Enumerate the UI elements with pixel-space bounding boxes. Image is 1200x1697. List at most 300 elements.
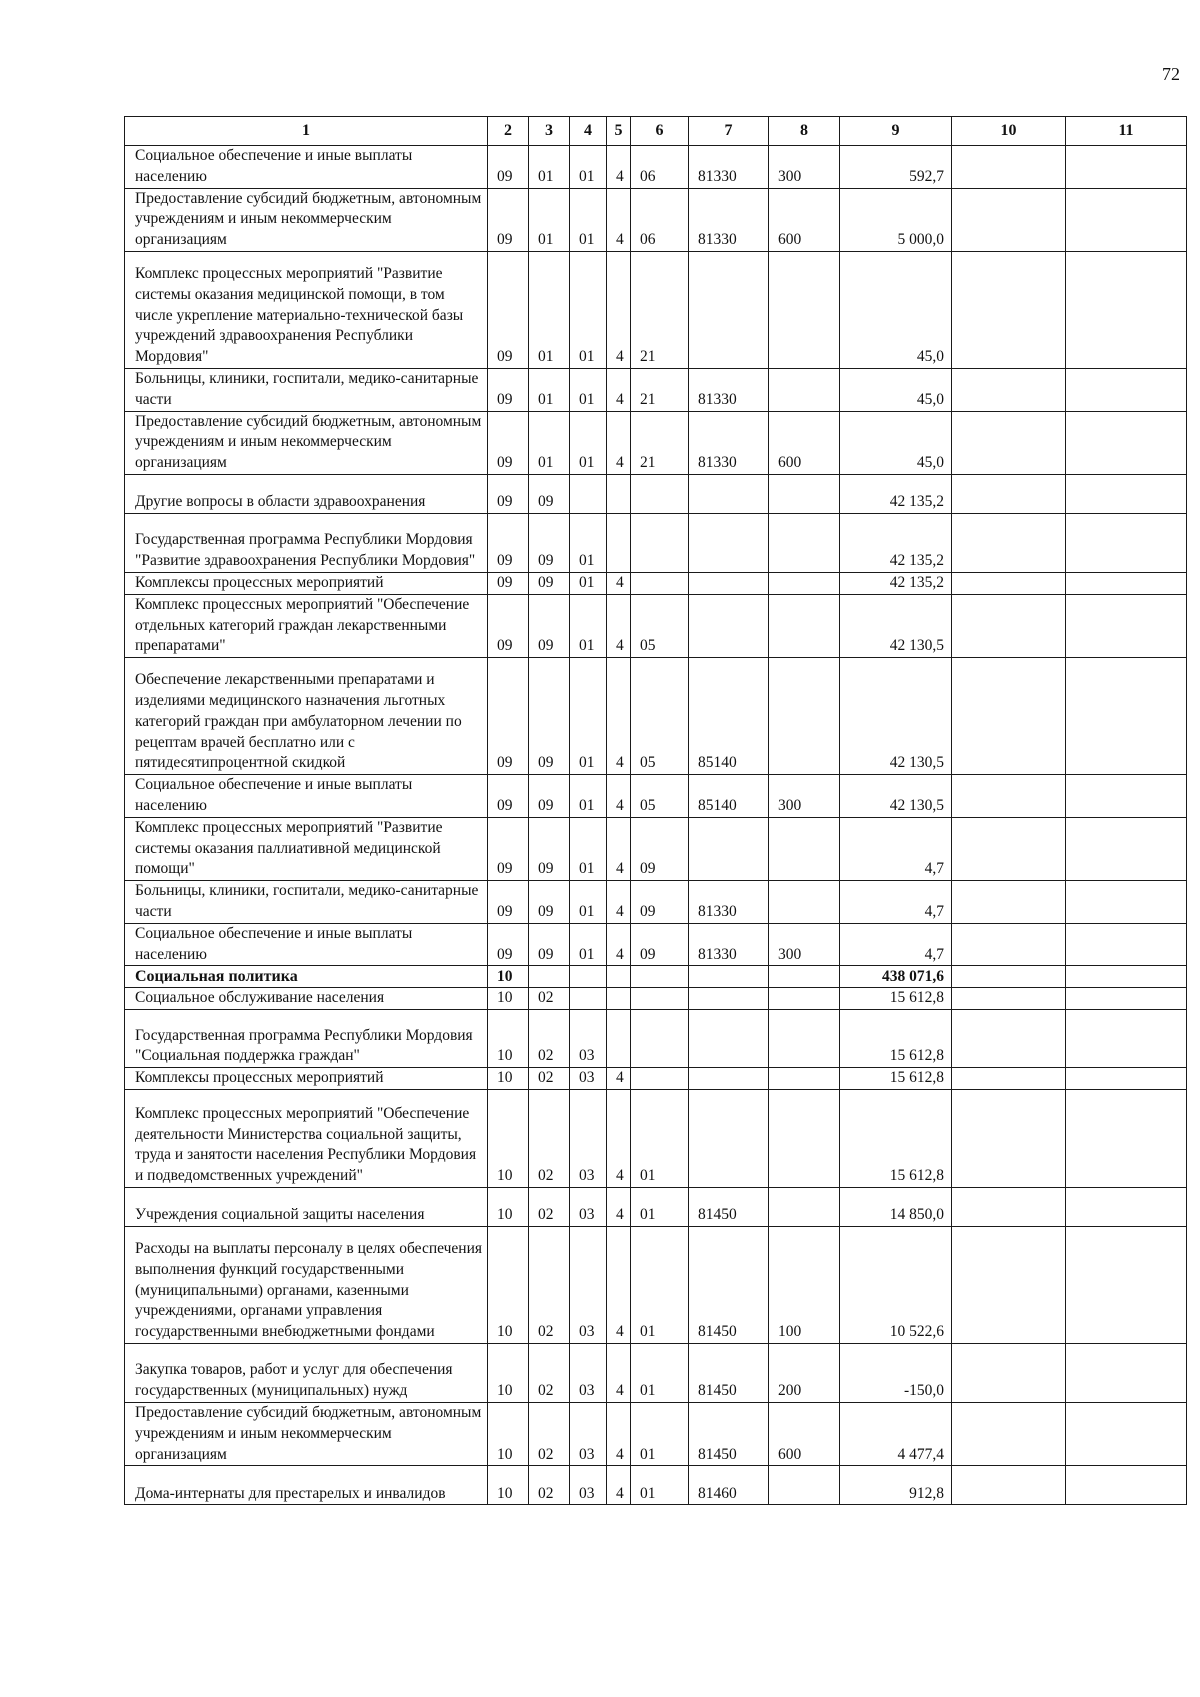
expense-type-code: 600	[769, 188, 840, 251]
expense-type-code	[769, 474, 840, 513]
row-description: Учреждения социальной защиты населения	[125, 1187, 488, 1226]
row-description: Больницы, клиники, госпитали, медико-санитарные части	[125, 368, 488, 411]
direction-code	[689, 251, 769, 368]
column-10-value	[952, 251, 1066, 368]
program-code: 01	[570, 923, 607, 966]
direction-code	[689, 988, 769, 1010]
subsection-code: 09	[529, 817, 570, 880]
direction-code: 81450	[689, 1187, 769, 1226]
program-code: 01	[570, 188, 607, 251]
structure-element-code: 09	[631, 817, 689, 880]
column-10-value	[952, 411, 1066, 474]
expense-type-code: 300	[769, 146, 840, 189]
program-type-code: 4	[607, 1466, 631, 1505]
structure-element-code	[631, 513, 689, 572]
program-type-code	[607, 513, 631, 572]
program-type-code	[607, 988, 631, 1010]
program-code: 01	[570, 513, 607, 572]
amount: 42 135,2	[840, 474, 952, 513]
expense-type-code	[769, 513, 840, 572]
table-row	[125, 988, 1187, 1010]
column-11-value	[1066, 1010, 1187, 1068]
amount: 592,7	[840, 146, 952, 189]
row-description: Государственная программа Республики Мордовия "Развитие здравоохранения Республики Мордовия"	[125, 513, 488, 572]
direction-code: 81330	[689, 881, 769, 924]
amount: 4,7	[840, 881, 952, 924]
table-row	[125, 368, 1187, 411]
section-code: 10	[488, 988, 529, 1010]
program-type-code	[607, 474, 631, 513]
program-type-code: 4	[607, 1343, 631, 1402]
subsection-code: 09	[529, 594, 570, 657]
expense-type-code	[769, 1068, 840, 1090]
direction-code: 81330	[689, 923, 769, 966]
program-code: 03	[570, 1343, 607, 1402]
table-row	[125, 1343, 1187, 1402]
table-row	[125, 188, 1187, 251]
section-code: 10	[488, 966, 529, 988]
program-type-code: 4	[607, 188, 631, 251]
structure-element-code: 06	[631, 188, 689, 251]
direction-code: 81330	[689, 146, 769, 189]
row-description: Предоставление субсидий бюджетным, автономным учреждениям и иным некоммерческим организациям	[125, 411, 488, 474]
header-row	[125, 117, 1187, 146]
row-description: Обеспечение лекарственными препаратами и изделиями медицинского назначения льготных категорий граждан при амбулаторном лечении по рецептам врачей бесплатно или с пятидесятипроцентной скидкой	[125, 658, 488, 775]
program-type-code: 4	[607, 658, 631, 775]
row-description: Больницы, клиники, госпитали, медико-санитарные части	[125, 881, 488, 924]
expense-type-code	[769, 594, 840, 657]
structure-element-code: 09	[631, 923, 689, 966]
structure-element-code: 05	[631, 775, 689, 818]
expense-type-code	[769, 572, 840, 594]
structure-element-code	[631, 1010, 689, 1068]
column-11-value	[1066, 923, 1187, 966]
amount: 4,7	[840, 923, 952, 966]
row-description: Закупка товаров, работ и услуг для обеспечения государственных (муниципальных) нужд	[125, 1343, 488, 1402]
column-header: 11	[1066, 117, 1187, 146]
column-10-value	[952, 923, 1066, 966]
subsection-code	[529, 966, 570, 988]
program-type-code: 4	[607, 411, 631, 474]
column-11-value	[1066, 1068, 1187, 1090]
table-row	[125, 474, 1187, 513]
structure-element-code: 09	[631, 881, 689, 924]
program-code: 01	[570, 775, 607, 818]
direction-code	[689, 594, 769, 657]
program-code: 01	[570, 251, 607, 368]
structure-element-code: 05	[631, 594, 689, 657]
row-description: Социальная политика	[125, 966, 488, 988]
column-10-value	[952, 881, 1066, 924]
amount: 10 522,6	[840, 1226, 952, 1343]
program-code	[570, 988, 607, 1010]
table-row	[125, 881, 1187, 924]
subsection-code: 09	[529, 881, 570, 924]
section-code: 09	[488, 817, 529, 880]
column-header: 6	[631, 117, 689, 146]
structure-element-code: 21	[631, 368, 689, 411]
amount: 42 130,5	[840, 775, 952, 818]
table-row	[125, 923, 1187, 966]
column-11-value	[1066, 188, 1187, 251]
structure-element-code: 01	[631, 1226, 689, 1343]
subsection-code: 01	[529, 411, 570, 474]
expense-type-code	[769, 1466, 840, 1505]
expense-type-code	[769, 368, 840, 411]
table-row	[125, 966, 1187, 988]
column-11-value	[1066, 474, 1187, 513]
program-type-code: 4	[607, 594, 631, 657]
section-code: 10	[488, 1010, 529, 1068]
table-row	[125, 775, 1187, 818]
structure-element-code	[631, 474, 689, 513]
program-type-code	[607, 1010, 631, 1068]
column-10-value	[952, 1068, 1066, 1090]
row-description: Расходы на выплаты персоналу в целях обеспечения выполнения функций государственными (муниципальными) органами, казенными учреждениями, органами управления государственными внебюджетными фондами	[125, 1226, 488, 1343]
section-code: 09	[488, 411, 529, 474]
program-code: 01	[570, 572, 607, 594]
section-code: 10	[488, 1343, 529, 1402]
program-code: 03	[570, 1187, 607, 1226]
program-code: 01	[570, 594, 607, 657]
section-code: 10	[488, 1187, 529, 1226]
row-description: Комплексы процессных мероприятий	[125, 572, 488, 594]
direction-code	[689, 474, 769, 513]
direction-code: 85140	[689, 775, 769, 818]
section-code: 10	[488, 1089, 529, 1187]
section-code: 09	[488, 572, 529, 594]
subsection-code: 02	[529, 988, 570, 1010]
direction-code	[689, 513, 769, 572]
section-code: 09	[488, 188, 529, 251]
section-code: 09	[488, 513, 529, 572]
column-11-value	[1066, 1402, 1187, 1465]
amount: 42 135,2	[840, 572, 952, 594]
program-type-code: 4	[607, 368, 631, 411]
structure-element-code	[631, 1068, 689, 1090]
subsection-code: 02	[529, 1068, 570, 1090]
budget-table	[124, 116, 1187, 1505]
structure-element-code: 21	[631, 251, 689, 368]
row-description: Дома-интернаты для престарелых и инвалидов	[125, 1466, 488, 1505]
subsection-code: 01	[529, 368, 570, 411]
page-number: 72	[1162, 64, 1180, 84]
column-11-value	[1066, 594, 1187, 657]
row-description: Социальное обеспечение и иные выплаты населению	[125, 923, 488, 966]
program-code: 01	[570, 817, 607, 880]
expense-type-code	[769, 1187, 840, 1226]
column-11-value	[1066, 572, 1187, 594]
column-header: 8	[769, 117, 840, 146]
subsection-code: 02	[529, 1402, 570, 1465]
subsection-code: 02	[529, 1466, 570, 1505]
direction-code	[689, 1089, 769, 1187]
direction-code	[689, 817, 769, 880]
row-description: Комплекс процессных мероприятий "Развитие системы оказания медицинской помощи, в том числе укрепление материально-технической базы учреждений здравоохранения Республики Мордовия"	[125, 251, 488, 368]
row-description: Социальное обслуживание населения	[125, 988, 488, 1010]
table-row	[125, 1010, 1187, 1068]
row-description: Государственная программа Республики Мордовия "Социальная поддержка граждан"	[125, 1010, 488, 1068]
structure-element-code: 01	[631, 1466, 689, 1505]
expense-type-code	[769, 881, 840, 924]
structure-element-code: 21	[631, 411, 689, 474]
column-11-value	[1066, 881, 1187, 924]
subsection-code: 09	[529, 572, 570, 594]
column-10-value	[952, 1187, 1066, 1226]
subsection-code: 09	[529, 775, 570, 818]
column-11-value	[1066, 411, 1187, 474]
subsection-code: 01	[529, 188, 570, 251]
expense-type-code: 600	[769, 1402, 840, 1465]
expense-type-code	[769, 966, 840, 988]
section-code: 09	[488, 594, 529, 657]
program-code: 01	[570, 146, 607, 189]
section-code: 10	[488, 1068, 529, 1090]
structure-element-code	[631, 572, 689, 594]
direction-code	[689, 1068, 769, 1090]
program-type-code: 4	[607, 817, 631, 880]
program-code: 03	[570, 1466, 607, 1505]
structure-element-code	[631, 966, 689, 988]
amount: 4 477,4	[840, 1402, 952, 1465]
column-11-value	[1066, 1343, 1187, 1402]
table-row	[125, 594, 1187, 657]
column-11-value	[1066, 251, 1187, 368]
column-11-value	[1066, 775, 1187, 818]
program-type-code: 4	[607, 251, 631, 368]
table-row	[125, 251, 1187, 368]
structure-element-code: 05	[631, 658, 689, 775]
table-body	[125, 146, 1187, 1505]
column-10-value	[952, 966, 1066, 988]
table-row	[125, 1402, 1187, 1465]
direction-code: 81450	[689, 1343, 769, 1402]
amount: 45,0	[840, 411, 952, 474]
column-header: 10	[952, 117, 1066, 146]
table-row	[125, 1068, 1187, 1090]
row-description: Социальное обеспечение и иные выплаты населению	[125, 146, 488, 189]
direction-code	[689, 572, 769, 594]
table-row	[125, 1226, 1187, 1343]
expense-type-code: 300	[769, 923, 840, 966]
row-description: Комплекс процессных мероприятий "Обеспечение отдельных категорий граждан лекарственными препаратами"	[125, 594, 488, 657]
program-code: 01	[570, 881, 607, 924]
column-header: 4	[570, 117, 607, 146]
section-code: 09	[488, 251, 529, 368]
structure-element-code	[631, 988, 689, 1010]
structure-element-code: 01	[631, 1402, 689, 1465]
subsection-code: 01	[529, 146, 570, 189]
program-type-code: 4	[607, 881, 631, 924]
section-code: 09	[488, 775, 529, 818]
program-code: 03	[570, 1010, 607, 1068]
direction-code: 85140	[689, 658, 769, 775]
amount: 15 612,8	[840, 988, 952, 1010]
column-11-value	[1066, 1187, 1187, 1226]
column-11-value	[1066, 368, 1187, 411]
column-header: 1	[125, 117, 488, 146]
table-row	[125, 1466, 1187, 1505]
program-type-code: 4	[607, 1402, 631, 1465]
amount: -150,0	[840, 1343, 952, 1402]
table-row	[125, 1187, 1187, 1226]
section-code: 10	[488, 1402, 529, 1465]
program-type-code	[607, 966, 631, 988]
program-type-code: 4	[607, 146, 631, 189]
section-code: 09	[488, 881, 529, 924]
table-row	[125, 817, 1187, 880]
structure-element-code: 06	[631, 146, 689, 189]
amount: 14 850,0	[840, 1187, 952, 1226]
direction-code: 81450	[689, 1226, 769, 1343]
subsection-code: 09	[529, 658, 570, 775]
section-code: 09	[488, 146, 529, 189]
subsection-code: 02	[529, 1089, 570, 1187]
direction-code	[689, 1010, 769, 1068]
section-code: 10	[488, 1466, 529, 1505]
program-code: 01	[570, 658, 607, 775]
program-type-code: 4	[607, 775, 631, 818]
program-code: 03	[570, 1402, 607, 1465]
table-row	[125, 146, 1187, 189]
expense-type-code	[769, 817, 840, 880]
subsection-code: 02	[529, 1187, 570, 1226]
expense-type-code: 100	[769, 1226, 840, 1343]
expense-type-code: 300	[769, 775, 840, 818]
row-description: Социальное обеспечение и иные выплаты населению	[125, 775, 488, 818]
expense-type-code	[769, 658, 840, 775]
expense-type-code	[769, 1089, 840, 1187]
column-10-value	[952, 513, 1066, 572]
column-10-value	[952, 658, 1066, 775]
row-description: Комплекс процессных мероприятий "Развитие системы оказания паллиативной медицинской помощи"	[125, 817, 488, 880]
program-code: 03	[570, 1068, 607, 1090]
amount: 4,7	[840, 817, 952, 880]
section-code: 10	[488, 1226, 529, 1343]
subsection-code: 09	[529, 923, 570, 966]
subsection-code: 02	[529, 1343, 570, 1402]
section-code: 09	[488, 368, 529, 411]
subsection-code: 09	[529, 513, 570, 572]
column-11-value	[1066, 988, 1187, 1010]
program-code: 03	[570, 1089, 607, 1187]
program-type-code: 4	[607, 923, 631, 966]
column-10-value	[952, 1226, 1066, 1343]
amount: 5 000,0	[840, 188, 952, 251]
table-row	[125, 411, 1187, 474]
amount: 45,0	[840, 368, 952, 411]
subsection-code: 09	[529, 474, 570, 513]
subsection-code: 01	[529, 251, 570, 368]
program-type-code: 4	[607, 1226, 631, 1343]
expense-type-code	[769, 988, 840, 1010]
column-11-value	[1066, 817, 1187, 880]
column-11-value	[1066, 1226, 1187, 1343]
structure-element-code: 01	[631, 1343, 689, 1402]
direction-code: 81460	[689, 1466, 769, 1505]
column-header: 9	[840, 117, 952, 146]
column-10-value	[952, 474, 1066, 513]
program-type-code: 4	[607, 572, 631, 594]
expense-type-code: 600	[769, 411, 840, 474]
direction-code: 81330	[689, 368, 769, 411]
column-10-value	[952, 368, 1066, 411]
subsection-code: 02	[529, 1010, 570, 1068]
column-10-value	[952, 1466, 1066, 1505]
subsection-code: 02	[529, 1226, 570, 1343]
table-row	[125, 572, 1187, 594]
column-10-value	[952, 775, 1066, 818]
direction-code	[689, 966, 769, 988]
program-code: 03	[570, 1226, 607, 1343]
column-header: 5	[607, 117, 631, 146]
expense-type-code	[769, 1010, 840, 1068]
amount: 438 071,6	[840, 966, 952, 988]
amount: 15 612,8	[840, 1010, 952, 1068]
column-11-value	[1066, 146, 1187, 189]
section-code: 09	[488, 474, 529, 513]
column-10-value	[952, 1343, 1066, 1402]
column-10-value	[952, 146, 1066, 189]
row-description: Предоставление субсидий бюджетным, автономным учреждениям и иным некоммерческим организациям	[125, 1402, 488, 1465]
direction-code: 81330	[689, 188, 769, 251]
amount: 42 130,5	[840, 658, 952, 775]
program-type-code: 4	[607, 1187, 631, 1226]
column-header: 2	[488, 117, 529, 146]
program-code	[570, 966, 607, 988]
section-code: 09	[488, 658, 529, 775]
amount: 912,8	[840, 1466, 952, 1505]
column-10-value	[952, 817, 1066, 880]
column-10-value	[952, 188, 1066, 251]
amount: 15 612,8	[840, 1068, 952, 1090]
table-row	[125, 513, 1187, 572]
row-description: Другие вопросы в области здравоохранения	[125, 474, 488, 513]
column-11-value	[1066, 513, 1187, 572]
program-type-code: 4	[607, 1089, 631, 1187]
expense-type-code	[769, 251, 840, 368]
program-type-code: 4	[607, 1068, 631, 1090]
column-10-value	[952, 572, 1066, 594]
amount: 42 135,2	[840, 513, 952, 572]
expense-type-code: 200	[769, 1343, 840, 1402]
table-row	[125, 1089, 1187, 1187]
amount: 42 130,5	[840, 594, 952, 657]
column-10-value	[952, 594, 1066, 657]
program-code: 01	[570, 368, 607, 411]
column-11-value	[1066, 1466, 1187, 1505]
program-code: 01	[570, 411, 607, 474]
table-row	[125, 658, 1187, 775]
column-10-value	[952, 1010, 1066, 1068]
structure-element-code: 01	[631, 1089, 689, 1187]
direction-code: 81330	[689, 411, 769, 474]
row-description: Комплексы процессных мероприятий	[125, 1068, 488, 1090]
column-10-value	[952, 1089, 1066, 1187]
direction-code: 81450	[689, 1402, 769, 1465]
column-11-value	[1066, 966, 1187, 988]
structure-element-code: 01	[631, 1187, 689, 1226]
amount: 45,0	[840, 251, 952, 368]
row-description: Предоставление субсидий бюджетным, автономным учреждениям и иным некоммерческим организациям	[125, 188, 488, 251]
column-11-value	[1066, 658, 1187, 775]
column-10-value	[952, 1402, 1066, 1465]
column-header: 7	[689, 117, 769, 146]
row-description: Комплекс процессных мероприятий "Обеспечение деятельности Министерства социальной защиты, труда и занятости населения Республики Мордовия и подведомственных учреждений"	[125, 1089, 488, 1187]
amount: 15 612,8	[840, 1089, 952, 1187]
program-code	[570, 474, 607, 513]
column-11-value	[1066, 1089, 1187, 1187]
